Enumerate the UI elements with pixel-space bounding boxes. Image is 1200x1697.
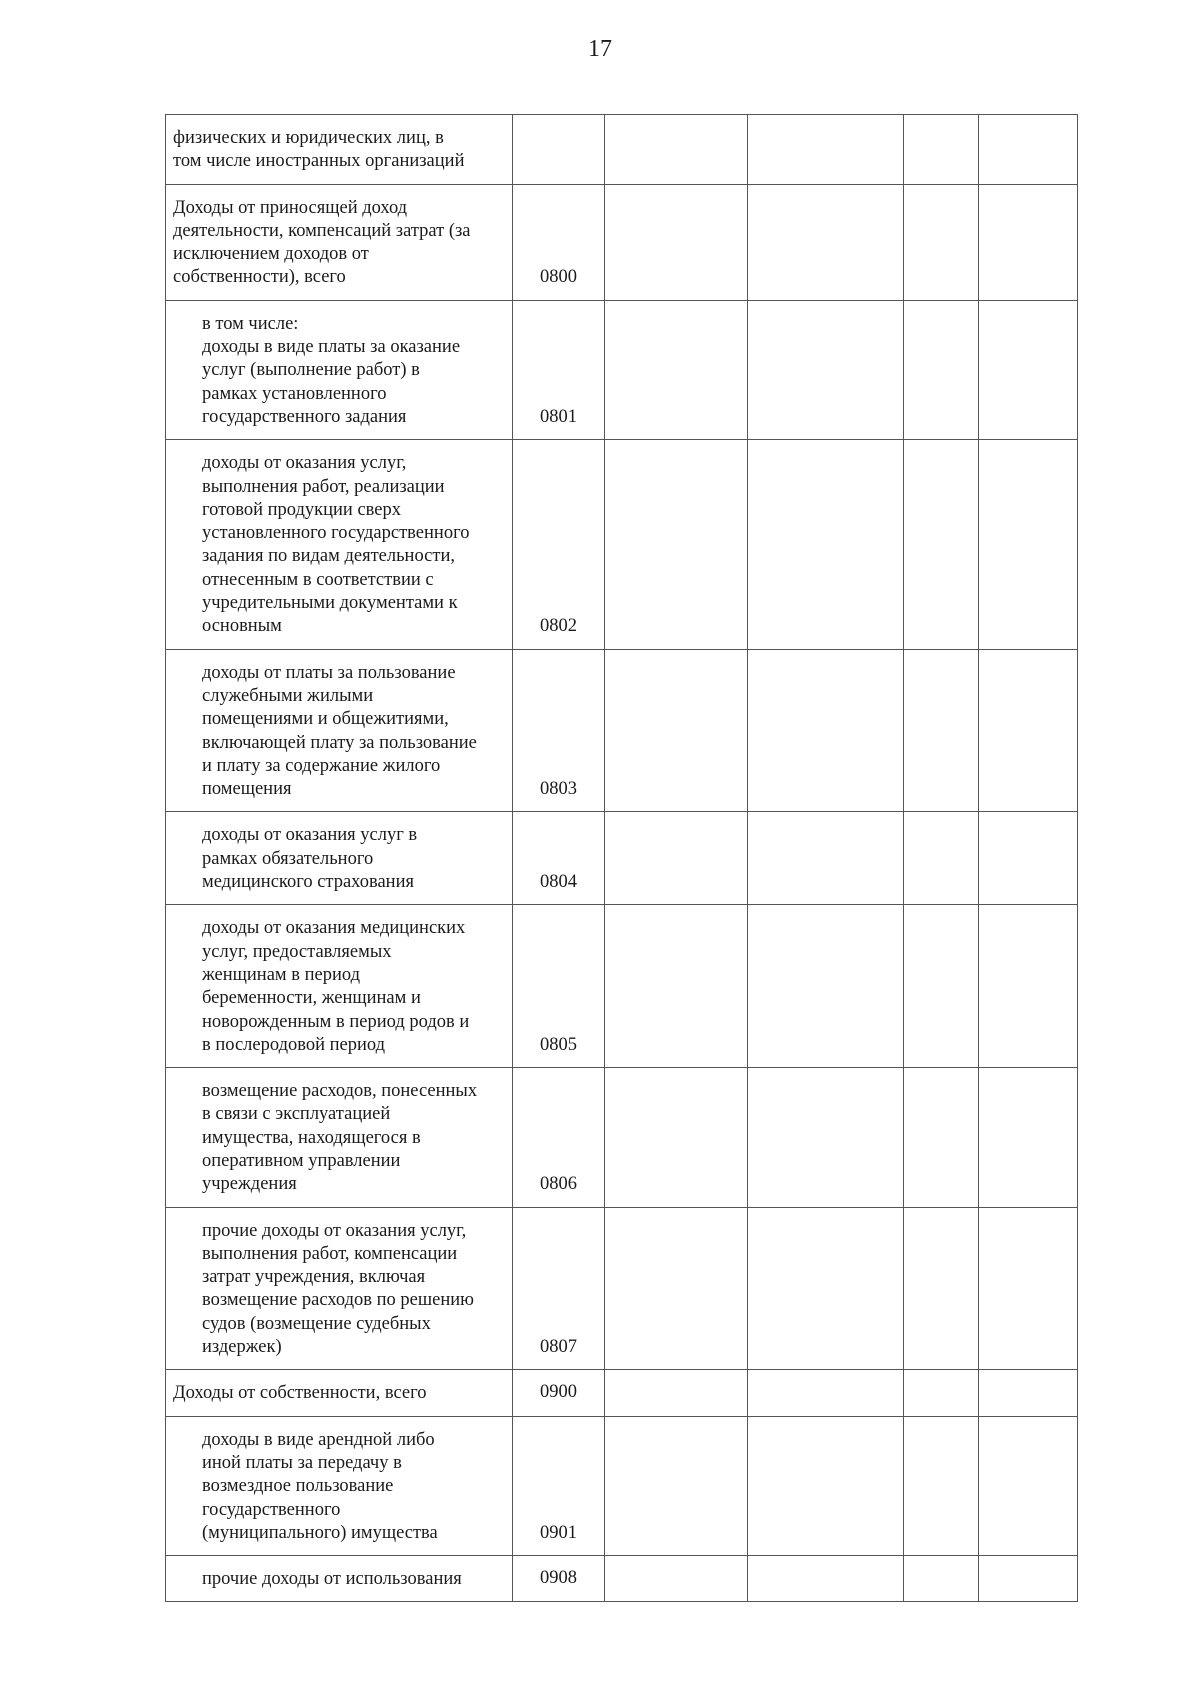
value-cell-1 [605, 184, 748, 300]
income-table [165, 114, 1078, 1602]
row-code: 0900 [513, 1370, 605, 1416]
value-cell-1 [605, 1556, 748, 1602]
row-label-cell [166, 115, 513, 185]
row-label: доходы от оказания услуг в рамках обязательного медицинского страхования [202, 825, 418, 893]
page-number: 17 [588, 36, 612, 62]
value-cell-2 [748, 440, 904, 649]
table-row [166, 1556, 1078, 1602]
row-label: Доходы от приносящей доход деятельности, компенсаций затрат (за исключением доходов от собственности), всего [173, 197, 471, 288]
table-row [166, 115, 1078, 185]
row-label-cell [166, 300, 513, 439]
value-cell-1 [605, 440, 748, 649]
value-cell-1 [605, 1416, 748, 1555]
value-cell-4 [979, 1207, 1078, 1370]
income-table-body [166, 115, 1078, 1602]
value-cell-4 [979, 1370, 1078, 1416]
value-cell-3 [904, 184, 979, 300]
value-cell-3 [904, 440, 979, 649]
value-cell-3 [904, 649, 979, 812]
value-cell-3 [904, 115, 979, 185]
row-label: доходы от оказания медицинских услуг, предоставляемых женщинам в период беременности, женщинам и новорожденным в период родов и в послеродовой период [202, 918, 470, 1055]
row-label-cell [166, 1556, 513, 1602]
value-cell-1 [605, 115, 748, 185]
value-cell-4 [979, 1416, 1078, 1555]
value-cell-3 [904, 1556, 979, 1602]
value-cell-4 [979, 812, 1078, 905]
value-cell-1 [605, 905, 748, 1068]
table-row [166, 649, 1078, 812]
value-cell-1 [605, 1207, 748, 1370]
value-cell-2 [748, 1416, 904, 1555]
row-code: 0805 [513, 905, 605, 1068]
row-label: доходы от оказания услуг, выполнения работ, реализации готовой продукции сверх установленного государственного задания по видам деятельности, отнесенным в соответствии с учредительными документами к основным [202, 453, 470, 637]
row-label: прочие доходы от оказания услуг, выполнения работ, компенсации затрат учреждения, включая возмещение расходов по решению судов (возмещение судебных издержек) [202, 1220, 474, 1358]
row-code: 0801 [513, 300, 605, 439]
value-cell-4 [979, 1556, 1078, 1602]
value-cell-3 [904, 905, 979, 1068]
value-cell-1 [605, 812, 748, 905]
table-row [166, 1068, 1078, 1207]
value-cell-2 [748, 115, 904, 185]
value-cell-1 [605, 649, 748, 812]
row-label: возмещение расходов, понесенных в связи с эксплуатацией имущества, находящегося в оперативном управлении учреждения [202, 1081, 478, 1195]
value-cell-4 [979, 184, 1078, 300]
value-cell-4 [979, 440, 1078, 649]
value-cell-4 [979, 649, 1078, 812]
table-row [166, 300, 1078, 439]
value-cell-3 [904, 1370, 979, 1416]
value-cell-2 [748, 905, 904, 1068]
value-cell-3 [904, 1416, 979, 1555]
row-code: 0804 [513, 812, 605, 905]
value-cell-4 [979, 300, 1078, 439]
row-label: доходы в виде арендной либо иной платы за передачу в возмездное пользование государственного (муниципального) имущества [202, 1429, 438, 1543]
row-code: 0807 [513, 1207, 605, 1370]
value-cell-2 [748, 812, 904, 905]
row-label-cell [166, 440, 513, 649]
value-cell-2 [748, 184, 904, 300]
row-label-cell [166, 1370, 513, 1416]
value-cell-3 [904, 1068, 979, 1207]
table-row [166, 440, 1078, 649]
row-code: 0802 [513, 440, 605, 649]
row-label: прочие доходы от использования [202, 1569, 462, 1590]
row-label: Доходы от собственности, всего [173, 1383, 427, 1404]
row-label-cell [166, 905, 513, 1068]
value-cell-1 [605, 1370, 748, 1416]
row-code: 0806 [513, 1068, 605, 1207]
row-label-cell [166, 812, 513, 905]
value-cell-2 [748, 1556, 904, 1602]
value-cell-4 [979, 115, 1078, 185]
value-cell-2 [748, 300, 904, 439]
table-row [166, 1207, 1078, 1370]
value-cell-3 [904, 1207, 979, 1370]
row-code: 0803 [513, 649, 605, 812]
value-cell-4 [979, 1068, 1078, 1207]
value-cell-1 [605, 1068, 748, 1207]
table-row [166, 1370, 1078, 1416]
value-cell-4 [979, 905, 1078, 1068]
row-label-cell [166, 649, 513, 812]
row-code [513, 115, 605, 185]
table-row [166, 184, 1078, 300]
value-cell-3 [904, 812, 979, 905]
value-cell-2 [748, 649, 904, 812]
row-label: доходы от платы за пользование служебными жилыми помещениями и общежитиями, включающей плату за пользование и плату за содержание жилого помещения [202, 662, 477, 800]
row-label-cell [166, 184, 513, 300]
row-label-cell [166, 1416, 513, 1555]
row-label-cell [166, 1207, 513, 1370]
table-row [166, 905, 1078, 1068]
row-label: физических и юридических лиц, в том числе иностранных организаций [173, 128, 465, 172]
row-label-cell [166, 1068, 513, 1207]
table-row [166, 812, 1078, 905]
row-label: в том числе: доходы в виде платы за оказание услуг (выполнение работ) в рамках установленного государственного задания [202, 313, 461, 427]
table-row [166, 1416, 1078, 1555]
row-code: 0800 [513, 184, 605, 300]
value-cell-2 [748, 1207, 904, 1370]
row-code: 0901 [513, 1416, 605, 1555]
row-code: 0908 [513, 1556, 605, 1602]
value-cell-1 [605, 300, 748, 439]
value-cell-2 [748, 1370, 904, 1416]
value-cell-2 [748, 1068, 904, 1207]
value-cell-3 [904, 300, 979, 439]
